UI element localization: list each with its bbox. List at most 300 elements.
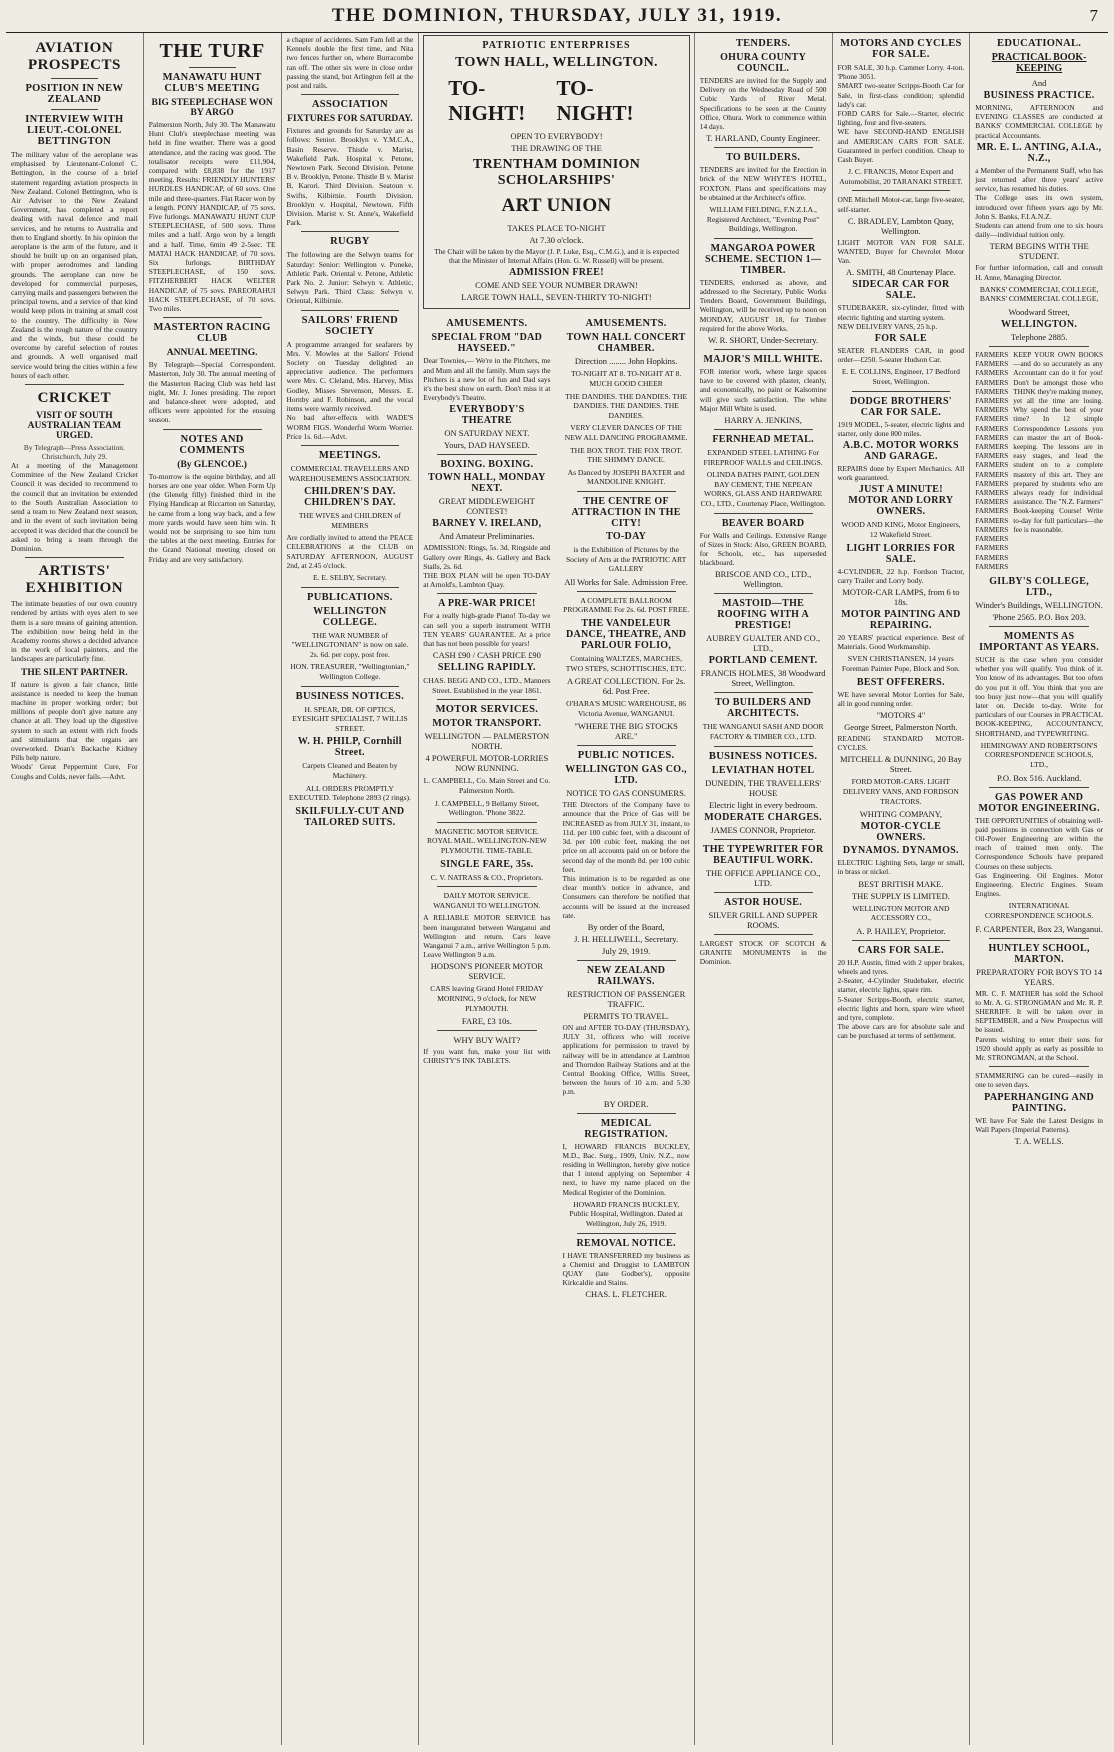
art-union: ART UNION [501,195,612,216]
prep-body: MR. C. F. MATHER has sold the School to Mr. A. G. STRONGMAN and Mr. R. P. SHERRIFF. It will be taken over in SEPTEMBER, and a New Prospectus will be issued. [975,988,1103,1035]
austin: 20 H.P. Austin, fitted with 2 upper brakes, wheels and tyres. [837,957,965,977]
turf-subhead-2: BIG STEEPLECHASE WON BY ARGO [151,98,273,118]
divider [577,591,676,592]
divider [437,593,536,594]
motor-transport: MOTOR TRANSPORT. [432,718,542,730]
exhibition: is the Exhibition of Pictures by the Society of Arts at the PATRIOTIC ART GALLERY [565,544,687,574]
divider [301,686,400,687]
carpets-advert: Carpets Cleaned and Beaten by Machinery. [302,761,398,781]
campbell-1: L. CAMPBELL, Co. Main Street and Co. Palmerston North. [423,776,551,796]
containing: Containing WALTZES, MARCHES, TWO STEPS, SCHOTTISCHES, ETC. [565,653,687,673]
repairs: REPAIRS done by Expert Mechanics. All work guaranteed. [837,464,965,483]
amusements-headline-2: AMUSEMENTS. [585,318,667,330]
amusements-left [423,315,550,1301]
ford-vans: FORD MOTOR-CARS. LIGHT DELIVERY VANS, AND FORDSON TRACTORS. [842,777,959,806]
wellington-college: WELLINGTON COLLEGE. [313,605,387,628]
builders-architects: TO BUILDERS AND ARCHITECTS. [715,697,812,720]
dodge-body: 1919 MODEL, 5-seater, electric lights and starter, only done 800 miles. [837,419,965,438]
motor-services-headline: MOTOR SERVICES. [435,704,539,716]
today: TO-DAY [606,530,647,542]
bottom-note: The above cars are for absolute sale and can be purchased at terms of settlement. [837,1022,965,1041]
notes-byline: (By GLENCOE.) [177,459,247,470]
college-system: The College uses its own system, introduced over fifteen years ago by Mr. John S. Banks, F.I.A.N.Z. [975,193,1103,221]
morning-classes: MORNING, AFTERNOON and EVENING CLASSES are conducted at BANKS' COMMERCIAL COLLEGE by practical Accountants. [975,103,1103,140]
collins: E. E. COLLINS, Engineer, 17 Bedford Street, Wellington. [841,367,960,387]
trentham-line: TRENTHAM DOMINION SCHOLARSHIPS' [472,157,641,188]
mangaroa-body: TENDERS, endorsed as above, and addressed to the Secretary, Public Works Tenders Board, Government Buildings, Wellington, will be received up to noon on MONDAY, AUGUST 18, for Timber required for the above Works. [699,277,827,333]
wanganui-sash: THE WANGANUI SASH AND DOOR FACTORY & TIMBER CO., LTD. [702,722,824,742]
public-notices-headline: PUBLIC NOTICES. [577,750,675,762]
open-line: OPEN TO EVERYBODY! [510,131,603,141]
best-offerers: BEST OFFERERS. [856,676,945,688]
masthead [6,0,1108,33]
ford-cars: FORD CARS for Sale.—Starter, electric lighting, four and five-seaters. [837,109,965,128]
car-lamps: MOTOR-CAR LAMPS, from 6 to 18s. [842,587,960,608]
gas-intimation: This intimation is to be regarded as one clear month's notice in advance, and Consumers can therefore be notified that accounts will be issued at the increased rate. [562,873,690,920]
hodson: HODSON'S PIONEER MOTOR SERVICE. [430,961,544,982]
briscoe: BRISCOE AND CO., LTD., Wellington. [714,569,812,590]
silent-partner-head: THE SILENT PARTNER. [21,667,128,678]
motors-4: "MOTORS 4" [876,710,926,721]
studebaker-bottom: 2-Seater, 4-Cylinder Studebaker, electric starter, electric lights, spare rim. [837,976,965,995]
royal-mail: MAGNETIC MOTOR SERVICE. ROYAL MAIL. WELLINGTON-NEW PLYMOUTH. TIME-TABLE. [426,826,547,855]
divider [714,147,813,148]
column-educational [970,33,1108,1745]
best-british: BEST BRITISH MAKE. [858,878,944,889]
courses: Gas Engineering. Oil Engines. Motor Engineering. Electric Engines. Steam Engines. [975,870,1103,899]
removal-notice: REMOVAL NOTICE. [576,1237,676,1249]
christiansen: SVEN CHRISTIANSEN, 14 years Foreman Painter Pope, Block and Son. [841,654,960,674]
column-tenders [695,33,833,1745]
amusements-headline: AMUSEMENTS. [446,318,528,330]
wells: T. A. WELLS. [1014,1135,1064,1146]
collection: A GREAT COLLECTION. For 2s. 6d. Post Free. [566,676,686,697]
to-builders: TO BUILDERS. [726,152,801,164]
bradley: C. BRADLEY, Lambton Quay, Wellington. [847,215,954,236]
supply-limited: THE SUPPLY IS LIMITED. [851,890,950,901]
aviation-interview-head: INTERVIEW WITH LIEUT.-COLONEL BETTINGTON [25,114,124,147]
reading-standard: READING STANDARD MOTOR-CYCLES. [837,734,965,753]
divider [437,822,536,823]
telephone: Telephone 2885. [1010,332,1068,343]
wellington: WELLINGTON. [1001,319,1078,331]
flanders-car: SEATER FLANDERS CAR, in good order—£250. 5-seater Hudson Car. [837,346,965,365]
aubrey: AUBREY GUALTER AND CO., LTD., [706,633,821,654]
divider [301,94,400,95]
mangaroa: MANGAROA POWER SCHEME. SECTION 1—TIMBER. [704,242,822,276]
masterton-headline: MASTERTON RACING CLUB [153,322,271,345]
masterton-subhead: ANNUAL MEETING. [166,348,258,359]
association-body: Fixtures and grounds for Saturday are as follows: Senior. Brooklyn v. Y.M.C.A., Basin Reserve. Thistle v. Marist, Wakefield Park. Hospital v. Petone, Newtown Park. Second Division. Petone B v. Brooklyn, Petone. Thistle B v. Marist B, Karori. Third Division. Seatoun v. Swifts, Kilbirnie. Fourth Division. Brooklyn v. Hospital, Newtown. Fifth Division. Marist v. St. Anne's, Wakefield Park. [286,126,414,228]
gas-company: WELLINGTON GAS CO., LTD. [565,764,687,787]
business-notices-6: BUSINESS NOTICES. [708,750,818,762]
on-saturday: ON SATURDAY NEXT. [444,428,530,439]
childrens-day: CHILDREN'S DAY. CHILDREN'S DAY. [304,486,396,509]
hayseed-title: SPECIAL FROM "DAD HAYSEED." [431,332,543,355]
notes-body: To-morrow is the equine birthday, and all horses are one year older. When Form Up (the Glenelg filly) finished third in the Flying Handicap at Riccarton on Saturday, he came from a long way back, and a few more yards would have seen him win. It would not be surprising to see him turn the tables at the next meeting. Entries for the Grand National meeting closed on Friday and are very satisfactory. [148,471,276,564]
anting-body: a Member of the Permanent Staff, who has just returned after three years' active service, has resumed his duties. [975,165,1103,194]
leviathan: LEVIATHAN HOTEL [711,764,815,776]
divider [852,190,951,191]
gas-power-body: THE OPPORTUNITIES of obtaining well-paid positions in connection with Gas or Oil-Power Engineering are within the reach of trained men only. The Correspondence Schools have prepared Courses on these subjects. [975,815,1103,871]
selling-rapidly: SELLING RAPIDLY. [437,662,536,674]
association-subhead: FIXTURES FOR SATURDAY. [287,114,413,125]
danced-by: As Danced by JOSEPH BAXTER and MANDOLINE KNIGHT. [567,467,685,487]
divider [714,238,813,239]
helliwell: J. H. HELLIWELL, Secretary. [574,933,679,944]
typewriter: THE TYPEWRITER FOR BEAUTIFUL WORK. [702,843,824,866]
commercial-travellers: COMMERCIAL TRAVELLERS AND WAREHOUSEMEN'S ASSOCIATION. [288,463,412,483]
tailored-suits: SKILFULLY-CUT AND TAILORED SUITS. [295,805,405,828]
marble-body: FOR interior work, where large spaces have to be covered with plaster, cleanly, and economically, no paint or Kalsomine will give such satisfaction. The white Major Mill White is used. [699,367,827,413]
masterton-body: By Telegraph—Special Correspondent. Masterton, July 30. The annual meeting of the Masterton Racing Club was held last night, Mr. J. Jones presiding. The report and balance-sheet were adopted, and officers were appointed for the ensuing season. [148,360,276,425]
divider [301,231,400,232]
war-number: THE WAR NUMBER of "WELLINGTONIAN" is now on sale. 2s. 6d. per copy, post free. [291,630,409,659]
moderate-charges: MODERATE CHARGES. [704,811,822,823]
medical-registration: MEDICAL REGISTRATION. [584,1117,668,1140]
selby-signature: E. E. SELBY, Secretary. [312,573,387,583]
divider [989,938,1089,939]
tonight-right: TO-NIGHT! [556,76,634,125]
gilby-phone: 'Phone 2565. P.O. Box 203. [992,611,1086,622]
natrass: C. V. NATRASS & CO., Proprietors. [430,872,544,882]
divider [437,886,536,887]
and-line: And [1031,78,1047,88]
notes-headline: NOTES AND COMMENTS [179,433,245,456]
hemingway: HEMINGWAY AND ROBERTSON'S CORRESPONDENCE SCHOOLS, LTD., [980,740,1098,769]
francis: J. C. FRANCIS, Motor Expert and Automobilist, 20 TARANAKI STREET. [839,167,963,186]
divider [852,391,951,392]
come-see: COME AND SEE YOUR NUMBER DRAWN! [475,280,638,291]
portland: PORTLAND CEMENT. [708,655,818,667]
beaver-board: BEAVER BOARD [721,517,805,529]
centre-attraction: THE CENTRE OF ATTRACTION IN THE CITY! [571,495,681,529]
ohura-body: TENDERS are invited for the Supply and Delivery on the Wednesday Road of 500 Cubic Yards of River Metal. Specifications to be seen at the County Office, Ohura. Work to commence within 14 days. [699,76,827,132]
tenders-headline: TENDERS. [735,38,791,49]
divider [437,1030,536,1031]
farmers-words: FARMERS FARMERS FARMERS FARMERS FARMERS FARMERS FARMERS FARMERS FARMERS FARMERS FARMERS FARMERS FARMERS FARMERS FARMERS FARMERS FARMERS FARMERS FARMERS FARMERS FARMERS FARMERS FARMERS FARMERS [975,351,1009,571]
divider [577,491,676,492]
columns [6,33,1108,1745]
page-number: 7 [1089,6,1098,25]
int-corr: INTERNATIONAL CORRESPONDENCE SCHOOLS. [984,901,1094,920]
divider [714,892,813,893]
amateur-prelims: And Amateur Preliminaries. [439,531,535,542]
divider [189,67,236,68]
business-practice: BUSINESS PRACTICE. [983,90,1095,101]
spear-optics: H. SPEAR, DR. OF OPTICS, EYESIGHT SPECIALIST, 7 WILLIS STREET. [292,704,408,733]
sailors-body: A programme arranged for seafarers by Mrs. V. Mowles at the Sailors' Friend Society on Tuesday delighted an appreciative audience. The performers were Mrs. C. Cleland, Mrs. Harvey, Miss Godley, Misses Stevenson, Messrs. E. Hornby and F. Robinson, and the vocal items were warmly received. [286,339,414,414]
dynamos: DYNAMOS. DYNAMOS. [842,845,959,857]
worm-figs-advert: No bad after-effects with WADE'S WORM FIGS. Wonderful Worm Worrier. Price 1s. 6d.—Advt. [286,413,414,441]
mastoid: MASTOID—THE ROOFING WITH A PRESTIGE! [717,598,810,632]
amusements-right [563,315,690,1301]
notice-gas: NOTICE TO GAS CONSUMERS. [566,788,686,799]
meetings-headline: MEETINGS. [318,449,381,461]
box-trot: THE BOX TROT. THE FOX TROT. THE SHIMMY DANCE. [570,445,683,465]
patriotic-banner: PATRIOTIC ENTERPRISES [482,40,631,51]
anting: MR. E. L. ANTING, A.I.A., N.Z., [976,141,1102,164]
for-sale-lorry: FOR SALE, 30 h.p. Cammer Lorry. 4-ton. 'Phone 3051. [837,63,965,82]
delivery-vans: NEW DELIVERY VANS, 25 h.p. [837,321,938,331]
gilby-address: Winder's Buildings, WELLINGTON. [975,599,1103,610]
divider [714,839,813,840]
aviation-body: The military value of the aeroplane was emphasised by Lieutenant-Colonel C. Bettington, in the course of a brief statement regarding aviation prospects in New Zealand. Colonel Bettington, who is Air Adviser to the New Zealand Government, has completed a report dealing with naval defence and mail services, and he returns to Australia and then to England shortly. In his opinion the aeroplane is the arm of the future, and it should be built up on an organised plan, with proper aerodromes and landing grounds. The aeroplane can now be developed for commercial purposes, carrying mails and passengers between the principal towns, and a service of that kind would keep pilots in training at small cost to the country. The difficulty in New Zealand is the rough nature of the country and the winds, but these could be overcome by careful selection of routes and grounds. A well organised mail service would bring the cities within a few hours of each other. [11,150,138,380]
time-line: At 7.30 o'clock. [529,235,584,245]
gas-date: July 29, 1919. [602,945,651,956]
jenkins: HARRY A. JENKINS, [724,415,802,426]
business-notices-headline: BUSINESS NOTICES. [295,690,405,702]
cricket-subhead: VISIT OF SOUTH AUSTRALIAN TEAM URGED. [27,411,122,442]
divider [51,78,98,79]
beaver-body: For Walls and Ceilings. Extensive Range of Sizes in Stock: Also, GREEN BOARD, for Schools, etc., has superseded blackboard. [699,530,827,568]
divider [714,692,813,693]
ohura-council: OHURA COUNTY COUNCIL. [720,52,807,74]
ohara: O'HARA'S MUSIC WAREHOUSE, 86 Victoria Avenue, WANGANUI. [566,699,687,718]
divider [989,346,1089,347]
very-clever: VERY CLEVER DANCES OF THE NEW ALL DANCING PROGRAMME. [564,423,688,442]
carpenter: F. CARPENTER, Box 23, Wanganui. [975,923,1103,934]
divider [577,960,676,961]
patriotic-advert [423,35,690,309]
all-orders: ALL ORDERS PROMPTLY EXECUTED. Telephone 2893 (2 rings). [288,783,411,803]
association-headline: ASSOCIATION [311,99,388,111]
george-street: George Street, Palmerston North. [844,722,958,733]
hailey: A. P. HAILEY, Proprietor. [856,925,946,936]
divider [714,593,813,594]
prewar-body: For a really high-grade Piano! To-day we can sell you a superb instrument WITH TEN YEARS' GUARANTEE. At a price that has not been possible for years! [423,611,551,649]
begg-signature: CHAS. BEGG AND CO., LTD., Manners Street. Established in the year 1861. [423,676,551,695]
wall-papers: WE have For Sale the Latest Designs in Wall Papers (Imperial Patterns). [975,1115,1103,1134]
rugby-headline: RUGBY [330,236,370,248]
reliable-service: A RELIABLE MOTOR SERVICE has been inaugurated between Wanganui and Wellington and return. Cars leave Wanganui 7 a.m., arrive Wellington 5 p.m. Leave Wellington 9 a.m. [423,913,551,960]
fernhead: FERNHEAD METAL. [712,434,814,446]
motor-lorries: 4 POWERFUL MOTOR-LORRIES NOW RUNNING. [425,753,549,774]
cycle-owners: MOTOR-CYCLE OWNERS. [860,821,942,844]
large-hall: LARGE TOWN HALL, SEVEN-THIRTY TO-NIGHT! [461,292,652,303]
short: W. R. SHORT, Under-Secretary. [708,335,819,346]
divider [163,317,262,318]
buckley-signature: HOWARD FRANCIS BUCKLEY, Public Hospital, Wellington. Dated at Wellington, July 26, 1919. [569,1199,683,1228]
why-wait-body: If you want fun, make your list with CHRISTY'S INK TABLETS. [423,1047,551,1066]
divider [25,384,124,385]
divider [852,940,951,941]
divider [301,310,400,311]
turf-subhead: MANAWATU HUNT CLUB'S MEETING [162,72,262,94]
divider [301,587,400,588]
secondhand-cars: WE have SECOND-HAND ENGLISH and AMERICAN CARS FOR SALE. Guaranteed in perfect condition. Cheap to Cash Buyer. [837,127,965,165]
cars-leaving: CARS leaving Grand Hotel FRIDAY MORNING, 9 o'clock, for NEW PLYMOUTH. [430,984,544,1013]
farmers-advert [975,351,1103,572]
further-info: For further information, call and consult H. Anne, Managing Director. [975,263,1103,282]
light-van: LIGHT MOTOR VAN FOR SALE. WANTED, Buyer for Chevrolet Motor Van. [837,237,965,266]
divider [714,349,813,350]
ballroom: A COMPLETE BALLROOM PROGRAMME For 2s. 6d. POST FREE. [563,595,690,615]
just-a-minute: JUST A MINUTE! MOTOR AND LORRY OWNERS. [848,484,954,518]
column-patriotic [419,33,695,1745]
turf-headline: THE TURF [159,40,265,62]
motor-painting: MOTOR PAINTING AND REPAIRING. [841,609,961,632]
dad-hayseed-signature: Yours, DAD HAYSEED. [444,440,530,451]
cars-for-sale: CARS FOR SALE. [857,944,944,956]
lorries-body: 4-CYLINDER, 22 h.p. Fordson Tractor, carry Trailer and Lorry body. [837,566,965,585]
divider [577,1233,676,1234]
motors-headline: MOTORS AND CYCLES FOR SALE. [840,38,962,60]
boxing-title: BOXING. BOXING. [440,459,534,471]
tonight-left: TO-NIGHT! [448,76,526,125]
paperhanging: PAPERHANGING AND PAINTING. [984,1091,1095,1114]
column-motors [833,33,971,1745]
for-sale: FOR SALE [874,333,927,345]
banks-college: BANKS' COMMERCIAL COLLEGE, BANKS' COMMERCIAL COLLEGE, [979,284,1099,304]
divider [437,699,536,700]
takes-place: TAKES PLACE TO-NIGHT [507,223,606,233]
divider [437,454,536,455]
divider [51,109,98,110]
turf-body: Palmerston North, July 30. The Manawatu Hunt Club's steeplechase meeting was held in fine weather. There was a good attendance, and the racing was good. The totalisator receipts were £11,904, compared with £8,838 for the 1917 meeting. Results: FRIENDLY HUNTERS' HURDLES HANDICAP, of 60 sovs. One mile and three-quarters. Flat Racer won by a length. PONY HANDICAP, of 75 sovs. Five furlongs. MANAWATU HUNT CUP STEEPLECHASE, of 500 sovs. Three miles and a half. Argo won by a length and a half. Time, 6min 49 2-5sec. TE MATAI HACK HANDICAP, of 70 sovs. Six furlongs. BIRTHDAY STEEPLECHASE, of 150 sovs. FITZHERBERT HACK WELTER HANDICAP, of 75 sovs. PAREORAHUI HACK STEEPLECHASE, of 70 sovs. Two miles. [148,120,276,314]
drawing-line: THE DRAWING OF THE [511,143,602,153]
gas-body: THE Directors of the Company have to announce that the Price of Gas will be INCREASED as from JULY 31, instant, to 11d. per 100 cubic feet, with a discount of 3d. per 100 cubic feet, making the net price on all accounts paid on or before the second day of the month 8d. per 100 cubic feet. [562,800,690,874]
turf-continued: a chapter of accidents. Sam Fam fell at the Kennels double the first time, and Nita two fences further on, where Burracombe ran off. The other six were in close order passing the stand, but Arlington fell at the post and rails. [286,35,414,91]
electric-light: Electric light in every bedroom. [708,799,818,810]
cricket-headline: CRICKET [37,390,112,407]
dodge: DODGE BROTHERS' CAR FOR SALE. [849,395,952,418]
builders-body: TENDERS are invited for the Erection in brick of the NEW WHYTE'S HOTEL, FOXTON. Plans and specifications may be obtained at the Architect's office. [699,165,827,202]
hon-treasurer: HON. TREASURER, "Wellingtonian," Wellington College. [290,662,410,682]
wives-heading: THE WIVES and CHILDREN of MEMBERS [298,511,401,530]
masthead-title: THE DOMINION, THURSDAY, JULY 31, 1919. [331,5,783,26]
prewar-title: A PRE-WAR PRICE! [438,598,536,610]
smith: A. SMITH, 48 Courtenay Place. [845,267,956,278]
light-lorries: LIGHT LORRIES FOR SALE. [846,542,956,565]
best-offer-body: WE have several Motor Lorries for Sale, all in good running order. [837,689,965,708]
removal-body: I HAVE TRANSFERRED my business as a Chemist and Druggist to LAMBTON QUAY (late Godber's), opposite Kirkcaldie and Stains. [562,1250,690,1288]
moments-body: SUCH is the case when you consider whether you will qualify. You think of it. You know of its advantages. But too often do you put it off. You think that you are too busy just now—that you will qualify later on. Decide to-day. Write for particulars of our Courses in PRACTICAL BOOK-KEEPING, ACCOUNTANCY, SHORTHAND, and TYPEWRITING. [975,654,1103,738]
rugby-body: The following are the Selwyn teams for Saturday: Senior: Wellington v. Poneke, Athletic Park. Oriental v. Petone, Athletic Park No. 2. Junior: Selwyn v. Athletic, Selwyn Park. Third Class: Selwyn v. Oriental, Kilbirnie. [286,250,414,306]
railways: NEW ZEALAND RAILWAYS. [586,964,666,987]
mitchell: ONE Mitchell Motor-car, large five-seater, self-starter. [837,195,965,214]
concert-chamber: TOWN HALL CONCERT CHAMBER. [566,332,686,355]
philp-advert: W. H. PHILP, Cornhill Street. [297,736,402,759]
admission-free: ADMISSION FREE! [509,267,604,279]
peppermint-advert: Woods' Great Peppermint Cure, For Coughs and Colds, never fails.—Advt. [11,762,138,781]
fielding: WILLIAM FIELDING, F.N.Z.I.A., Registered Architect, "Evening Post" Buildings, Wellington. [706,205,820,234]
cricket-byline: By Telegraph—Press Association. Christchurch, July 29. [23,443,125,462]
sailors-headline: SAILORS' FRIEND SOCIETY [301,314,399,337]
permits: PERMITS TO TRAVEL. [583,1010,669,1021]
column-association [282,33,420,1745]
electric-lighting: ELECTRIC Lighting Sets, large or small, in brass or nickel. [837,858,965,877]
term-begins: TERM BEGINS WITH THE STUDENT. [989,241,1089,262]
tonight-at-8: TO-NIGHT AT 8. TO-NIGHT AT 8. MUCH GOOD CHEER [571,369,682,388]
divider [714,746,813,747]
expanded-lathing: EXPANDED STEEL LATHING For FIREPROOF WALLS and CEILINGS. [703,448,823,467]
restriction: RESTRICTION OF PASSENGER TRAFFIC. [567,988,686,1009]
town-hall-monday: TOWN HALL, MONDAY NEXT. [428,472,546,495]
divider [989,787,1089,788]
connor: JAMES CONNOR, Proprietor. [710,824,816,835]
twenty-years: 20 YEARS' practical experience. Best of Materials. Good Workmanship. [837,633,965,652]
divider [163,429,262,430]
divider [714,934,813,935]
fletcher: CHAS. L. FLETCHER. [585,1289,667,1300]
big-stocks: "WHERE THE BIG STOCKS ARE." [574,721,678,742]
hayseed-body: Dear Townies,— We're in the Pitchers, me and Mum and all the family. Mum says the Pitchers is a new lot of fun and Dad says it's the best show on earth. Don't miss it at Everybody's Theatre. [423,356,551,403]
aviation-subhead: POSITION IN NEW ZEALAND [25,83,124,105]
divider [989,1066,1089,1067]
wives-body: Are cordially invited to attend the PEACE CELEBRATIONS at the CLUB on SATURDAY AFTERNOON, AUGUST 2nd, at 2.45 o'clock. [286,533,414,570]
publications-headline: PUBLICATIONS. [307,591,393,603]
artists-headline: ARTISTS' EXHIBITION [25,563,124,597]
railways-body: ON and AFTER TO-DAY (THURSDAY), JULY 31, officers who will receive applications for permission to travel by railway will be in attendance at Lambton and Thorndon Railway Stations and at the Central Booking Office, Willis Street, between the hours of 10 a.m. and 5.30 p.m. [562,1022,690,1097]
by-order-board: By order of the Board, [587,921,665,932]
office-appliance: THE OFFICE APPLIANCE CO., LTD. [705,867,821,888]
divider [577,745,676,746]
olinda: OLINDA BATHS PAINT, GOLDEN BAY CEMENT, THE NEPEAN WORKS, GLASS AND HARDWARE CO., LTD., Courtenay Place, Wellington. [700,470,826,509]
practical-bookkeeping: PRACTICAL BOOK-KEEPING [991,52,1087,74]
gas-power: GAS POWER AND MOTOR ENGINEERING. [978,791,1100,814]
amusement-columns [423,315,690,1301]
dunning: MITCHELL & DUNNING, 20 Bay Street. [840,754,962,775]
buckley-body: I, HOWARD FRANCIS BUCKLEY, M.D., Bac. Surg., 1909, Univ. N.Z., now residing in Wellington, hereby give notice that I intend applying on September 4 next, to have my name placed on the Medical Register of the Dominion. [562,1141,690,1197]
accessory-co: WELLINGTON MOTOR AND ACCESSORY CO., [852,903,950,923]
wellington-palmerston: WELLINGTON — PALMERSTON NORTH. [424,731,550,752]
woodward-street: Woodward Street, [1008,307,1070,318]
moments-title: MOMENTS AS IMPORTANT AS YEARS. [979,630,1100,653]
why-wait: WHY BUY WAIT? [453,1035,521,1046]
cash-price: CASH £90 / CASH PRICE £90 [432,650,541,661]
divider [25,557,124,558]
divider [577,1113,676,1114]
townhall-title: TOWN HALL, WELLINGTON. [455,55,658,70]
farmers-text: KEEP YOUR OWN BOOKS—and do so accurately as any Accountant can do it for you! Don't be amongst those who THINK they're making money, yet all the time are losing. Why spend the best of your time? In 12 simple Correspondence Lessons you can master the art of Book-keeping. The lessons are in easy stages, and lead the student on to a complete mastery of this art. They are prepared by students who are always ready for individual assistance. The "N.Z. Farmers" Book-keeping Course! Write to-day for full particulars—the fee is reasonable. [1013,351,1103,534]
cricket-body: At a meeting of the Management Committee of the New Zealand Cricket Council it was decided to recommend to the council that an invitation be extended to the South Australian Association to send a team to New Zealand next season, and in the event of such invitation being accepted it was decided that the council be asked to bring a team through the Dominion. [11,461,138,553]
divider [714,429,813,430]
gilby-college: GILBY'S COLLEGE, LTD., [989,575,1090,598]
boxing-admission: ADMISSION: Rings, 5s. 3d. Ringside and Gallery over Rings, 4s. Gallery and Back Stalls, 2s. 6d. [423,543,551,571]
major-mill: MAJOR'S MILL WHITE. [703,354,823,366]
sidecar: SIDECAR CAR FOR SALE. [852,279,950,302]
harland: T. HARLAND, County Engineer. [706,133,821,144]
smart-car: SMART two-seater Scripps-Booth Car for Sale, in first-class condition; splendid lady's car. [837,81,965,109]
wood-king: WOOD AND KING, Motor Engineers, 12 Wakefield Street. [841,520,961,540]
scripps-booth: 5-Seater Scripps-Booth, electric starter, electric lights and horn, spare wire wheel and tyre, complete. [837,994,965,1023]
stammering: STAMMERING can be cured—easily in one to seven days. [975,1071,1103,1090]
aviation-headline: AVIATION PROSPECTS [27,40,121,73]
dunedin: DUNEDIN, THE TRAVELLERS' HOUSE [705,777,822,798]
preparatory: PREPARATORY FOR BOYS TO 14 YEARS. [976,966,1103,987]
studebaker: STUDEBAKER, six-cylinder, fitted with electric lighting and starting system. [837,303,965,322]
whiting: WHITING COMPANY, [859,809,942,820]
daily-wanganui: DAILY MOTOR SERVICE. WANGANUI TO WELLINGTON. [433,891,541,910]
silver-grill: SILVER GRILL AND SUPPER ROOMS. [708,909,818,930]
column-aviation [6,33,144,1745]
divider [989,626,1089,627]
column-turf [144,33,282,1745]
students: Students can attend from one to six hours daily—individual tuition only. [975,221,1103,240]
strongman: Parents wishing to enter their sons for 1920 should apply as early as possible to Mr. STRONGMAN, at the School. [975,1034,1103,1062]
fare: FARE, £3 10s. [461,1016,512,1027]
abc-motor: A.B.C. MOTOR WORKS AND GARAGE. [842,440,959,463]
single-fare: SINGLE FARE, 35s. [440,858,534,870]
admission-sale: All Works for Sale. Admission Free. [564,576,688,587]
vandeleur: THE VANDELEUR DANCE, THEATRE, AND PARLOUR FOLIO, [565,617,687,651]
po-box: P.O. Box 516. Auckland. [996,772,1082,783]
chair-line: The Chair will be taken by the Mayor (J. P. Luke, Esq., C.M.G.), and it is expected that the Minister of Internal Affairs (Hon. G. W. Russell) will be present. [434,247,679,266]
huntley-school: HUNTLEY SCHOOL, MARTON. [988,942,1090,965]
direction: Direction ........ John Hopkins. [574,356,678,367]
the-dandies: THE DANDIES. THE DANDIES. THE DANDIES. THE DANDIES. THE DANDIES. [565,391,688,420]
